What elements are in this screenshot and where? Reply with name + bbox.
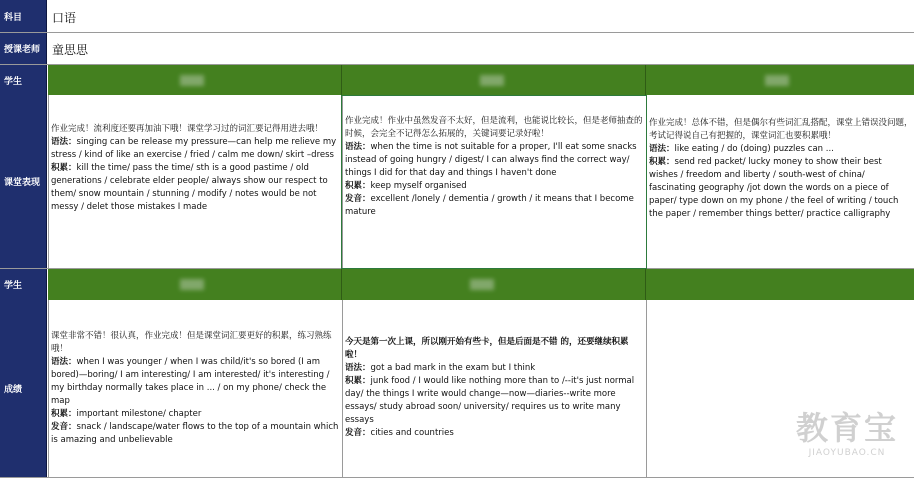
student-name-redacted	[180, 75, 204, 86]
comment-text: 作业完成！流利度还要再加油下哦！课堂学习过的词汇要记得用进去哦！	[51, 124, 324, 134]
comment-text: 课堂非常不错！很认真，作业完成！但是课堂词汇要更好的积累，练习熟练哦！	[51, 331, 332, 354]
student-cell	[646, 269, 914, 300]
watermark-cn: 教育宝	[795, 409, 898, 447]
comment-text: 今天是第一次上课，所以刚开始有些卡，但是后面是不错 的，还要继续积累啦！	[345, 337, 629, 360]
teacher-label: 授课老师	[0, 33, 47, 64]
grades-col-1	[48, 300, 342, 477]
grammar-text: got a bad mark in the exam but I think	[370, 363, 536, 373]
student-row-2	[0, 269, 914, 300]
grammar-key: 语法：	[51, 357, 77, 367]
pronunciation-text: excellent /lonely / dementia / growth / it means that I become mature	[345, 194, 634, 217]
grammar-text: like eating / do (doing) puzzles can ...	[674, 144, 834, 154]
classroom-col-1	[48, 95, 342, 268]
pronunciation-text: snack / landscape/water flows to the top of a mountain which is amazing and unbelievable	[51, 422, 339, 445]
vocab-key: 积累：	[51, 409, 77, 419]
pronunciation-key: 发音：	[51, 422, 77, 432]
teacher-value: 童思思	[52, 43, 89, 57]
grammar-key: 语法：	[345, 142, 371, 152]
student-name-redacted	[765, 75, 789, 86]
vocab-text: kill the time/ pass the time/ sth is a good pastime / old generations / celebrate elder people/ always show our respect to them/ snow mountain / stunning / modify / notes would be not messy / delet those mistakes I made	[51, 163, 328, 212]
student-label-2: 学生	[0, 269, 47, 300]
student-name-redacted	[180, 279, 204, 290]
pronunciation-text: cities and countries	[370, 428, 454, 438]
pronunciation-key: 发音：	[345, 194, 371, 204]
teacher-row	[0, 33, 914, 65]
classroom-row	[0, 95, 914, 269]
subject-label: 科目	[0, 0, 47, 32]
pronunciation-key: 发音：	[345, 428, 371, 438]
vocab-text: keep myself organised	[370, 181, 467, 191]
grammar-text: when the time is not suitable for a proper, I'll eat some snacks instead of going hungry / digest/ I can always find the correct way/ things I did for that day and things I haven't done	[345, 142, 637, 178]
student-cell	[342, 269, 646, 300]
grammar-key: 语法：	[345, 363, 371, 373]
vocab-key: 积累：	[649, 157, 675, 167]
grammar-text: when I was younger / when I was child/it's so bored (I am bored)—boring/ I am interesting/ I am interested/ it's interesting / my birthday normally takes place in ... / on my phone/ check the map	[51, 357, 330, 406]
student-row-1	[0, 65, 914, 95]
vocab-key: 积累：	[51, 163, 77, 173]
comment-text: 作业完成！作业中虽然发音不太好，但是流利，也能说比较长，但是老师抽查的时候，会完全不记得怎么拓展的，关键词要记录好啦！	[345, 116, 643, 139]
watermark-en: JIAOYUBAO.CN	[808, 448, 886, 458]
grades-row	[0, 300, 914, 478]
classroom-col-3	[646, 95, 914, 268]
watermark-logo	[784, 408, 910, 472]
comment-text: 作业完成！总体不错，但是偶尔有些词汇乱搭配，课堂上错误没问题，考试记得说自己有把握的，课堂词汇也要积累哦！	[649, 118, 913, 141]
student-name-redacted	[470, 279, 494, 290]
grammar-key: 语法：	[649, 144, 675, 154]
vocab-text: junk food / I would like nothing more than to /--it's just normal day/ the things I write would change—now—diaries--write more essays/ study abroad soon/ university/ requires us to write many essays	[345, 376, 635, 425]
grammar-text: singing can be release my pressure—can help me relieve my stress / kind of like an exercise / fried / calm me down/ skirt –dress	[51, 137, 337, 160]
grades-col-2	[342, 300, 646, 477]
vocab-text: important milestone/ chapter	[76, 409, 202, 419]
vocab-key: 积累：	[345, 376, 371, 386]
subject-row	[0, 0, 914, 33]
grades-label: 成绩	[0, 300, 47, 477]
classroom-label: 课堂表现	[0, 95, 47, 268]
vocab-key: 积累：	[345, 181, 371, 191]
grammar-key: 语法：	[51, 137, 77, 147]
classroom-col-2	[342, 95, 646, 268]
student-name-redacted	[480, 75, 504, 86]
vocab-text: send red packet/ lucky money to show their best wishes / freedom and liberty / south-west of china/ fascinating geography /jot down the words on a piece of paper/ type down on my phone / the feel of writing / touch the paper / remember things better/ practice calligraphy	[649, 157, 899, 219]
student-label-1: 学生	[0, 65, 47, 95]
subject-value: 口语	[52, 11, 77, 25]
